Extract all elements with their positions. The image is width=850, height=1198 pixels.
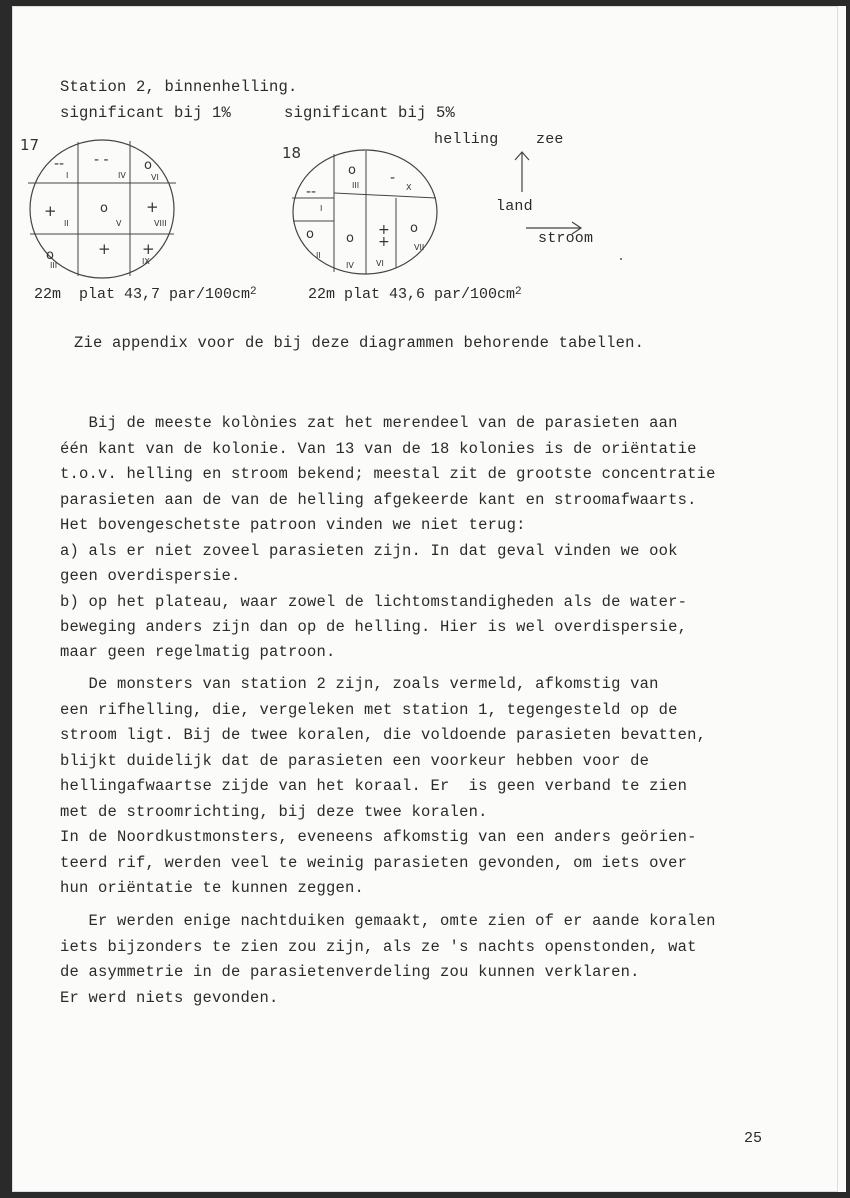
appendix-note: Zie appendix voor de bij deze diagrammen behorende tabellen. bbox=[74, 334, 645, 352]
legend-helling: helling bbox=[434, 131, 499, 148]
figure-17-caption: 22m plat 43,7 par/$100cm^2$ bbox=[34, 286, 257, 303]
up-arrow-icon bbox=[512, 148, 532, 194]
text-line: Er werden enige nachtduiken gemaakt, omte zien of er aande koralen bbox=[60, 912, 716, 930]
fig18-cell-iv-num: IV bbox=[346, 261, 354, 270]
text-line: blijkt duidelijk dat de parasieten een voorkeur hebben voor de bbox=[60, 752, 650, 770]
fig17-cell-v-sym: o bbox=[100, 201, 108, 216]
fig17-cell-viii-sym: + bbox=[146, 198, 159, 216]
figure-18-diagram bbox=[290, 148, 440, 278]
text-line: geen overdispersie. bbox=[60, 567, 241, 585]
fig17-cell-ix-sym: + bbox=[142, 240, 155, 258]
fig18-cell-mid-sym: o bbox=[346, 231, 354, 246]
fig18-cell-vii-num: VII bbox=[414, 243, 425, 252]
fig17-cell-iii-num: III bbox=[50, 261, 58, 270]
fig18-cell-x-sym: - bbox=[390, 170, 396, 186]
text-line: hun oriëntatie te kunnen zeggen. bbox=[60, 879, 365, 897]
significance-1-label: significant bij 1% bbox=[60, 104, 232, 122]
text-line: de asymmetrie in de parasietenverdeling zou kunnen verklaren. bbox=[60, 963, 640, 981]
fig18-cell-ii-num: II bbox=[316, 251, 321, 260]
legend-stroom: stroom bbox=[538, 230, 594, 247]
legend-zee: zee bbox=[536, 131, 564, 148]
fig17-cell-ix-num: IX bbox=[142, 257, 150, 266]
fig18-cell-vi-num: VI bbox=[376, 259, 384, 268]
fig18-cell-i-sym: -- bbox=[306, 184, 317, 200]
text-line: maar geen regelmatig patroon. bbox=[60, 643, 336, 661]
fig18-cell-vii-sym: o bbox=[410, 221, 418, 236]
station-heading: Station 2, binnenhelling. bbox=[60, 78, 298, 96]
text-line: Er werd niets gevonden. bbox=[60, 989, 279, 1007]
text-line: hellingafwaartse zijde van het koraal. Er is geen verband te zien bbox=[60, 777, 688, 795]
fig17-cell-top-sym: - - bbox=[94, 152, 109, 168]
text-line: beweging anders zijn dan op de helling. Hier is wel overdispersie, bbox=[60, 618, 688, 636]
text-line: Het bovengeschetste patroon vinden we niet terug: bbox=[60, 516, 526, 534]
fig18-cell-iii-num: III bbox=[352, 181, 360, 190]
stray-mark bbox=[620, 258, 622, 260]
fig17-cell-bottom-sym: + bbox=[98, 240, 111, 258]
fig17-cell-i-num: I bbox=[66, 171, 69, 180]
document-page bbox=[12, 6, 846, 1192]
fig17-cell-viii-num: VIII bbox=[154, 219, 167, 228]
fig17-cell-vi-sym: o bbox=[144, 158, 152, 173]
fig18-cell-iii-sym: o bbox=[348, 163, 356, 178]
text-line: De monsters van station 2 zijn, zoals vermeld, afkomstig van bbox=[60, 675, 659, 693]
figure-17-diagram bbox=[26, 136, 176, 281]
figure-18-number: 18 bbox=[282, 144, 302, 162]
significance-5-label: significant bij 5% bbox=[284, 104, 456, 122]
fig17-cell-v-num: V bbox=[116, 219, 122, 228]
text-line: t.o.v. helling en stroom bekend; meestal zit de grootste concentratie bbox=[60, 465, 716, 483]
fig18-cell-ii-sym: o bbox=[306, 227, 314, 242]
text-line: iets bijzonders te zien zou zijn, als ze 's nachts openstonden, wat bbox=[60, 938, 697, 956]
fig17-cell-i-sym: -- bbox=[54, 156, 65, 172]
fig18-cell-plus1-sym: + bbox=[378, 222, 390, 238]
text-line: parasieten aan de van de helling afgekeerde kant en stroomafwaarts. bbox=[60, 491, 697, 509]
legend-land: land bbox=[496, 198, 533, 215]
fig17-cell-ii-num: II bbox=[64, 219, 69, 228]
fig17-cell-ii-sym: + bbox=[44, 202, 57, 220]
fig18-cell-x-num: X bbox=[406, 183, 412, 192]
fig18-cell-i-num: I bbox=[320, 204, 323, 213]
text-line: één kant van de kolonie. Van 13 van de 18 kolonies is de oriëntatie bbox=[60, 440, 697, 458]
figure-18-caption: 22m plat 43,6 par/$100cm^2$ bbox=[308, 286, 522, 303]
text-line: teerd rif, werden veel te weinig parasieten gevonden, om iets over bbox=[60, 854, 688, 872]
text-line: b) op het plateau, waar zowel de lichtomstandigheden als de water- bbox=[60, 593, 688, 611]
fig17-cell-vi-num: VI bbox=[151, 173, 159, 182]
text-line: met de stroomrichting, bij deze twee koralen. bbox=[60, 803, 488, 821]
figure-17-number: 17 bbox=[20, 136, 40, 154]
fig17-cell-iii-sym: o bbox=[46, 248, 54, 263]
text-line: Bij de meeste kolònies zat het merendeel van de parasieten aan bbox=[60, 414, 678, 432]
text-line: stroom ligt. Bij de twee koralen, die voldoende parasieten bevatten, bbox=[60, 726, 707, 744]
text-line: a) als er niet zoveel parasieten zijn. In dat geval vinden we ook bbox=[60, 542, 678, 560]
fig18-cell-plus2-sym: + bbox=[378, 234, 390, 250]
page-number: 25 bbox=[744, 1130, 763, 1147]
fig17-cell-iv-num: IV bbox=[118, 171, 126, 180]
text-line: een rifhelling, die, vergeleken met station 1, tegengesteld op de bbox=[60, 701, 678, 719]
text-line: In de Noordkustmonsters, eveneens afkomstig van een anders geörien- bbox=[60, 828, 697, 846]
